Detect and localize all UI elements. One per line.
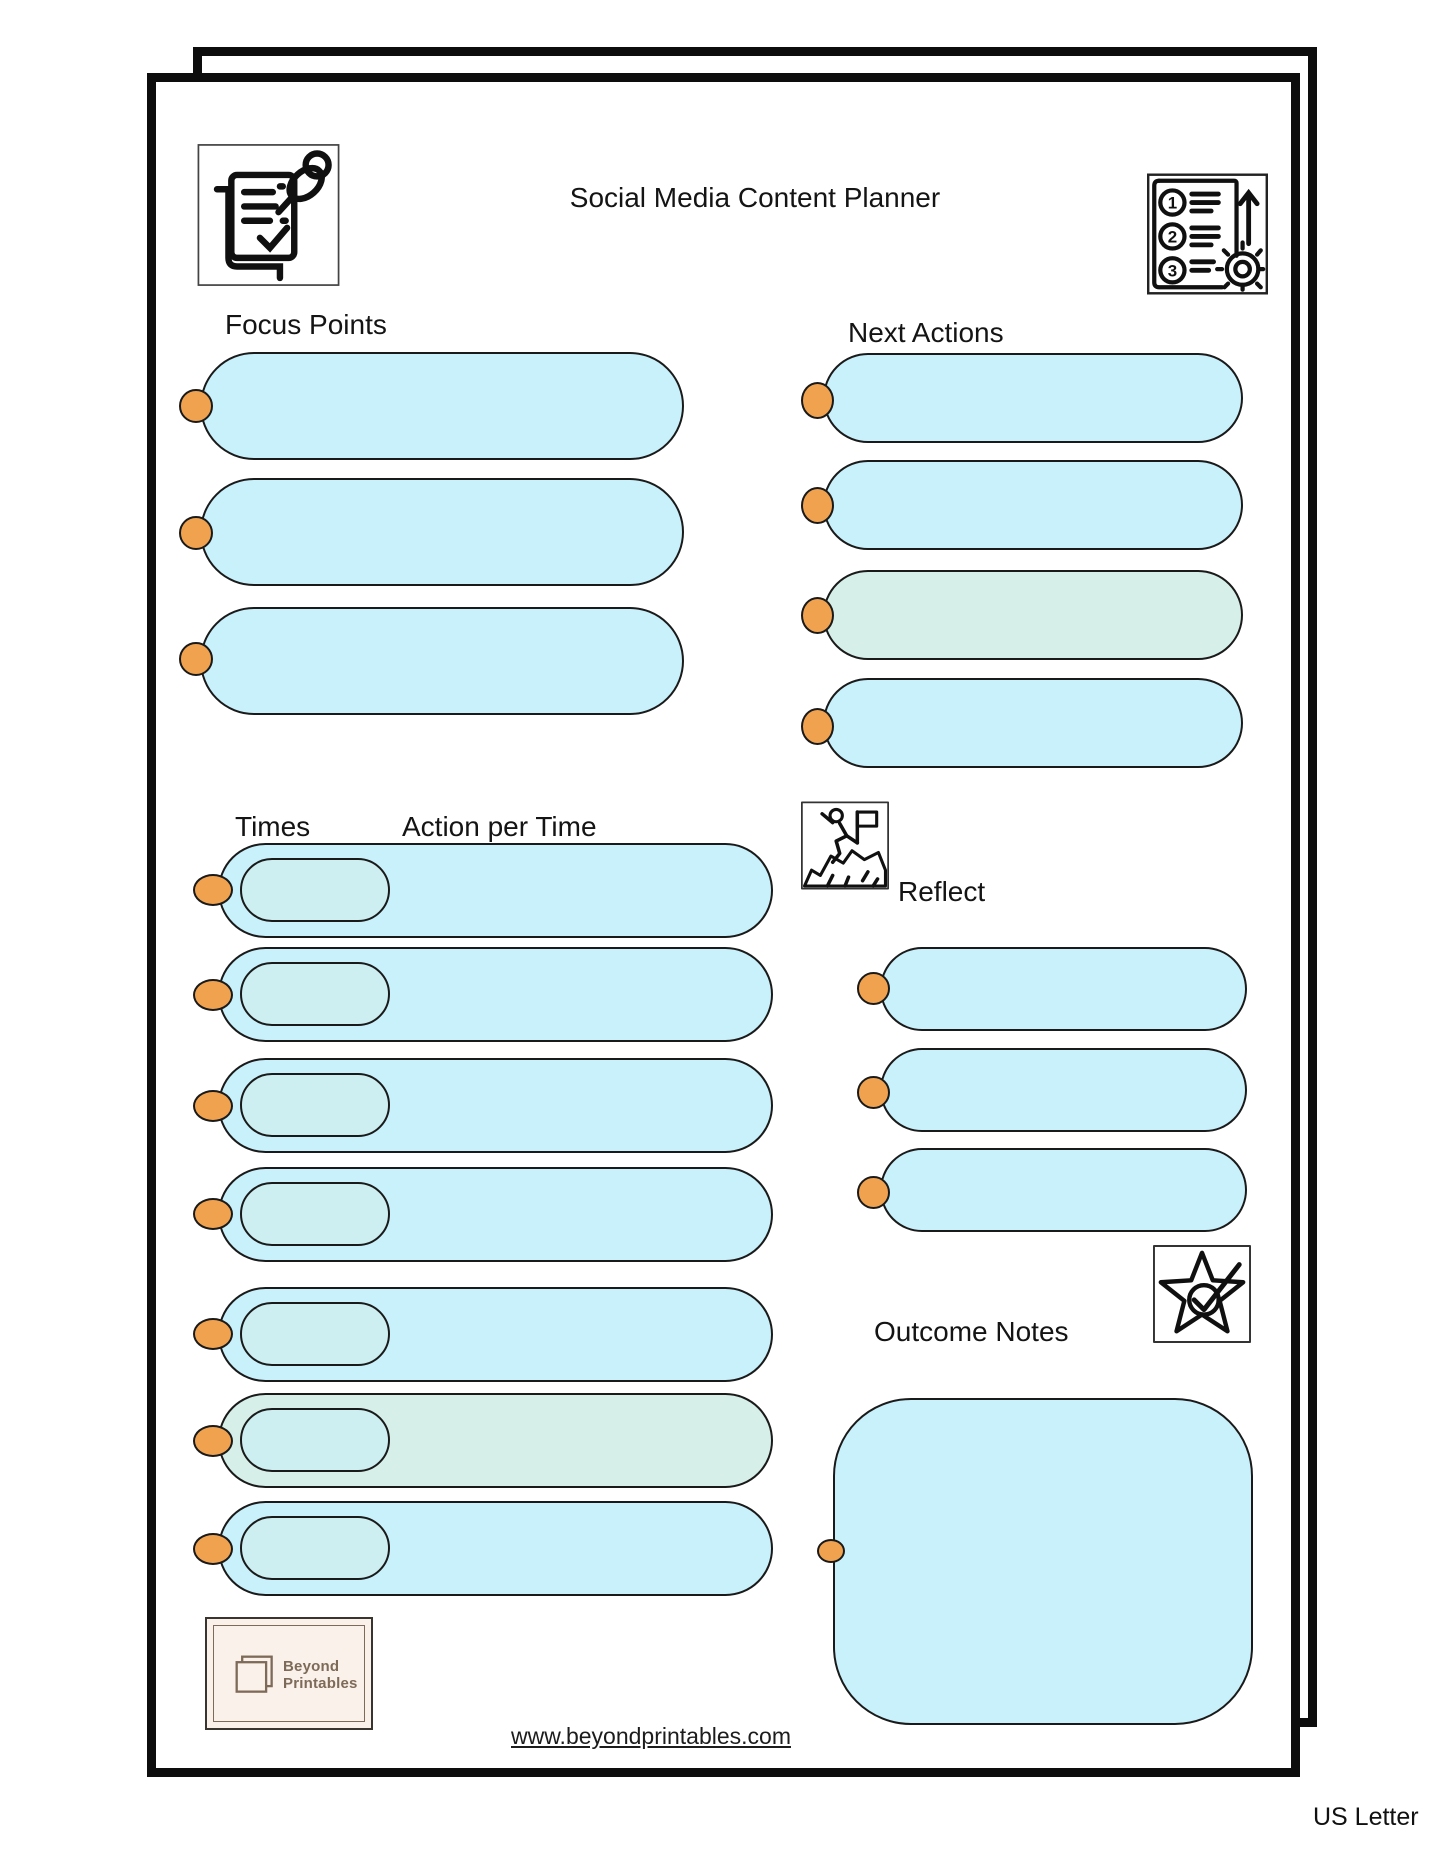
reflect-label: Reflect [898, 876, 986, 907]
bullet-dot [193, 874, 233, 906]
bullet-dot [801, 597, 834, 634]
paper-size-label: US Letter [1313, 1803, 1419, 1831]
bullet-dot [801, 487, 834, 524]
star-check-icon [1151, 1245, 1253, 1343]
time-field[interactable] [240, 1073, 390, 1137]
time-field[interactable] [240, 858, 390, 922]
outcome-notes-label: Outcome Notes [874, 1316, 1069, 1347]
focus-point-field[interactable] [200, 607, 684, 715]
bullet-dot [179, 516, 213, 550]
focus-point-field[interactable] [200, 352, 684, 460]
bullet-dot [193, 1090, 233, 1122]
website-link[interactable]: www.beyondprintables.com [511, 1723, 791, 1749]
bullet-dot [193, 1425, 233, 1457]
reflect-field[interactable] [880, 947, 1247, 1031]
bullet-dot [857, 1176, 890, 1209]
bullet-dot [193, 1533, 233, 1565]
times-label: Times [235, 811, 311, 842]
next-action-field[interactable] [823, 678, 1243, 768]
reflect-field[interactable] [880, 1148, 1247, 1232]
action-per-time-label: Action per Time [402, 811, 597, 842]
brand-logo [205, 1617, 373, 1730]
next-action-field[interactable] [823, 570, 1243, 660]
bullet-dot [817, 1539, 845, 1563]
svg-text:3: 3 [1167, 261, 1178, 281]
reflect-field[interactable] [880, 1048, 1247, 1132]
pinned-notes-icon [197, 143, 340, 287]
bullet-dot [801, 382, 834, 419]
focus-point-field[interactable] [200, 478, 684, 586]
svg-text:2: 2 [1167, 227, 1178, 247]
page-title: Social Media Content Planner [569, 182, 941, 213]
bullet-dot [857, 1076, 890, 1109]
bullet-dot [179, 389, 213, 423]
bullet-dot [857, 972, 890, 1005]
bullet-dot [193, 979, 233, 1011]
outcome-notes-field[interactable] [833, 1398, 1253, 1725]
time-field[interactable] [240, 1408, 390, 1472]
stacked-pages-icon [233, 1653, 279, 1699]
brand-name: Beyond Printables [283, 1658, 358, 1692]
bullet-dot [193, 1318, 233, 1350]
bullet-dot [193, 1198, 233, 1230]
mountain-flag-icon [801, 800, 889, 891]
time-field[interactable] [240, 1182, 390, 1246]
bullet-dot [801, 708, 834, 745]
next-action-field[interactable] [823, 353, 1243, 443]
next-actions-label: Next Actions [848, 317, 1004, 348]
time-field[interactable] [240, 1302, 390, 1366]
svg-text:1: 1 [1167, 193, 1178, 213]
focus-points-label: Focus Points [225, 309, 387, 340]
time-field[interactable] [240, 962, 390, 1026]
time-field[interactable] [240, 1516, 390, 1580]
numbered-list-gear-icon [1147, 173, 1268, 295]
next-action-field[interactable] [823, 460, 1243, 550]
bullet-dot [179, 642, 213, 676]
